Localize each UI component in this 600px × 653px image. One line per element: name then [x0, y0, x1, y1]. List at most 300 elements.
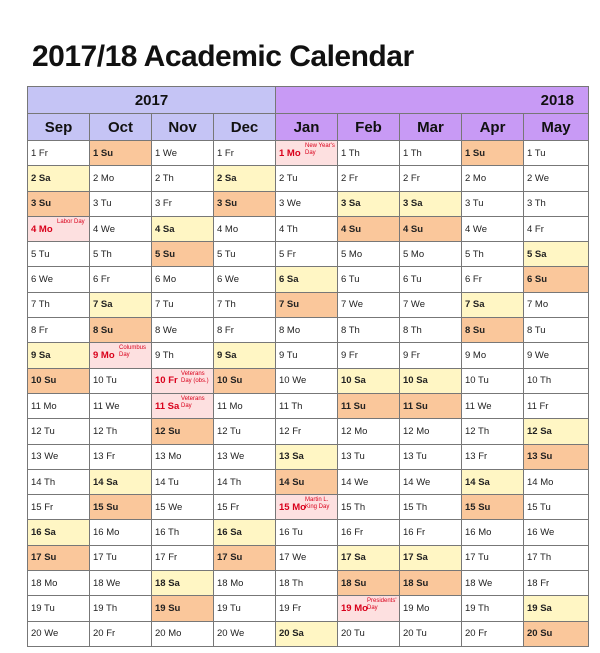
day-label: 3 Fr: [155, 198, 172, 210]
month-header-apr: Apr: [462, 114, 524, 141]
day-cell: [400, 393, 462, 418]
day-cell: [462, 393, 524, 418]
day-cell: [462, 166, 524, 191]
day-cell: [152, 267, 214, 292]
day-label: 13 Tu: [403, 451, 427, 463]
day-label: 14 We: [341, 476, 369, 488]
day-label: 17 Th: [527, 552, 552, 564]
day-cell: [28, 419, 90, 444]
day-cell: [338, 621, 400, 646]
day-label: 17 Fr: [155, 552, 178, 564]
day-cell: [214, 393, 276, 418]
day-cell: [338, 444, 400, 469]
month-header-nov: Nov: [152, 114, 214, 141]
day-cell: [28, 444, 90, 469]
day-label: 8 Su: [93, 324, 114, 336]
day-cell: [400, 267, 462, 292]
day-cell: [462, 545, 524, 570]
day-label: 16 Mo: [465, 527, 492, 539]
day-cell: [338, 166, 400, 191]
day-cell: [462, 141, 524, 166]
day-label: 10 Tu: [93, 375, 117, 387]
day-label: 11 Fr: [527, 400, 549, 412]
day-label: 17 Su: [217, 552, 243, 564]
day-cell: [462, 571, 524, 596]
day-cell: [276, 520, 338, 545]
day-cell: [400, 596, 462, 621]
day-cell: [214, 166, 276, 191]
day-label: 15 Su: [465, 501, 491, 513]
day-cell: [276, 571, 338, 596]
day-cell: [524, 267, 589, 292]
day-cell: [338, 242, 400, 267]
day-cell: [338, 368, 400, 393]
day-cell: [524, 571, 589, 596]
day-cell: [276, 596, 338, 621]
day-cell: [338, 292, 400, 317]
day-cell: [524, 343, 589, 368]
day-cell: [524, 166, 589, 191]
day-label: 17 Sa: [403, 552, 428, 564]
day-label: 1 Su: [93, 147, 114, 159]
day-label: 2 Tu: [279, 172, 298, 184]
day-label: 11 Th: [279, 400, 303, 412]
day-label: 20 We: [217, 628, 245, 640]
day-cell: [90, 495, 152, 520]
day-cell: [462, 242, 524, 267]
day-cell: [152, 621, 214, 646]
day-label: 4 We: [93, 223, 116, 235]
day-row: [28, 166, 589, 191]
year-header-row: [28, 87, 589, 114]
day-row: [28, 267, 589, 292]
day-cell: [276, 242, 338, 267]
day-label: 19 Fr: [279, 602, 302, 614]
day-cell: [28, 166, 90, 191]
day-cell: [276, 444, 338, 469]
day-cell: [90, 545, 152, 570]
day-cell: [400, 216, 462, 241]
day-row: [28, 242, 589, 267]
day-cell: [90, 596, 152, 621]
day-cell: [214, 267, 276, 292]
day-cell: [338, 520, 400, 545]
day-cell: [152, 191, 214, 216]
day-label: 7 We: [341, 299, 364, 311]
day-label: 10 Su: [217, 375, 243, 387]
day-label: 6 Sa: [279, 274, 299, 286]
day-label: 1 Fr: [217, 147, 234, 159]
day-cell: [28, 141, 90, 166]
day-label: 20 Fr: [465, 628, 488, 640]
day-label: 15 Th: [341, 501, 366, 513]
day-label: 6 Tu: [341, 274, 360, 286]
month-header-feb: Feb: [338, 114, 400, 141]
day-cell: [462, 419, 524, 444]
day-label: 7 We: [403, 299, 426, 311]
day-label: 3 Tu: [465, 198, 484, 210]
day-cell: [90, 368, 152, 393]
day-label: 14 Su: [279, 476, 305, 488]
day-cell: [400, 141, 462, 166]
day-label: 18 Mo: [31, 577, 58, 589]
day-cell: [276, 545, 338, 570]
day-cell: [214, 520, 276, 545]
day-cell: [276, 495, 338, 520]
day-label: 16 Tu: [279, 527, 303, 539]
day-label: 4 Mo: [31, 223, 53, 235]
day-label: 3 Tu: [93, 198, 112, 210]
day-cell: [90, 141, 152, 166]
day-label: 7 Sa: [93, 299, 113, 311]
day-cell: [90, 267, 152, 292]
day-label: 20 Sa: [279, 628, 304, 640]
day-label: 9 Mo: [93, 350, 115, 362]
day-label: 13 Tu: [341, 451, 365, 463]
day-cell: [400, 318, 462, 343]
day-label: 18 Fr: [527, 577, 550, 589]
day-cell: [152, 343, 214, 368]
day-cell: [214, 368, 276, 393]
day-label: 12 Th: [465, 425, 490, 437]
day-label: 18 We: [93, 577, 121, 589]
day-cell: [276, 621, 338, 646]
day-label: 15 Su: [93, 501, 119, 513]
day-label: 16 Fr: [341, 527, 364, 539]
day-cell: [152, 166, 214, 191]
day-label: 7 Mo: [527, 299, 549, 311]
day-cell: [400, 469, 462, 494]
day-label: 6 Fr: [465, 274, 482, 286]
day-label: 11 Su: [341, 400, 366, 412]
calendar-body: [28, 141, 589, 647]
day-label: 10 Th: [527, 375, 552, 387]
day-label: 19 Sa: [527, 602, 552, 614]
day-cell: [524, 469, 589, 494]
day-label: 5 Tu: [217, 248, 236, 260]
day-label: 15 Fr: [31, 501, 54, 513]
day-cell: [524, 520, 589, 545]
day-cell: [214, 571, 276, 596]
day-cell: [90, 166, 152, 191]
day-label: 2 We: [527, 172, 550, 184]
month-header-jan: Jan: [276, 114, 338, 141]
day-label: 6 Tu: [403, 274, 422, 286]
day-cell: [276, 368, 338, 393]
day-label: 5 Mo: [403, 248, 425, 260]
day-label: 14 Mo: [527, 476, 554, 488]
day-cell: [276, 318, 338, 343]
day-label: 6 Su: [527, 274, 548, 286]
day-label: 9 Sa: [217, 350, 237, 362]
day-cell: [338, 318, 400, 343]
day-label: 19 Th: [93, 602, 118, 614]
day-label: 14 Th: [31, 476, 56, 488]
holiday-name: New Year's Day: [305, 143, 335, 156]
day-cell: [276, 343, 338, 368]
day-cell: [90, 444, 152, 469]
day-cell: [400, 191, 462, 216]
day-cell: [276, 141, 338, 166]
day-label: 10 Fr: [155, 375, 178, 387]
day-label: 8 Fr: [217, 324, 234, 336]
day-row: [28, 596, 589, 621]
day-cell: [90, 393, 152, 418]
day-label: 11 Su: [403, 400, 428, 412]
day-cell: [90, 419, 152, 444]
day-cell: [214, 621, 276, 646]
day-cell: [276, 419, 338, 444]
page-title: 2017/18 Academic Calendar: [32, 40, 414, 73]
day-cell: [338, 393, 400, 418]
month-header-oct: Oct: [90, 114, 152, 141]
day-label: 4 Th: [279, 223, 298, 235]
day-cell: [214, 191, 276, 216]
day-label: 2 Mo: [93, 172, 115, 184]
day-label: 7 Su: [279, 299, 300, 311]
year-header-2018: 2018: [276, 87, 589, 114]
day-label: 1 Su: [465, 147, 486, 159]
day-label: 12 Mo: [403, 425, 430, 437]
day-label: 9 Fr: [403, 350, 420, 362]
day-label: 5 Th: [465, 248, 484, 260]
day-label: 1 We: [155, 147, 178, 159]
day-label: 5 Mo: [341, 248, 363, 260]
day-label: 10 Sa: [341, 375, 366, 387]
day-cell: [152, 141, 214, 166]
day-cell: [276, 216, 338, 241]
day-cell: [90, 469, 152, 494]
day-cell: [400, 520, 462, 545]
day-row: [28, 571, 589, 596]
day-cell: [214, 141, 276, 166]
day-cell: [28, 545, 90, 570]
day-label: 4 Su: [341, 223, 362, 235]
day-label: 3 Su: [217, 198, 238, 210]
day-label: 1 Mo: [279, 147, 301, 159]
day-label: 18 We: [465, 577, 493, 589]
day-label: 6 Mo: [155, 274, 177, 286]
day-cell: [276, 292, 338, 317]
day-label: 2 Fr: [341, 172, 358, 184]
day-cell: [28, 242, 90, 267]
day-label: 10 Sa: [403, 375, 428, 387]
day-cell: [214, 242, 276, 267]
day-cell: [462, 520, 524, 545]
day-label: 13 Fr: [93, 451, 116, 463]
day-label: 13 Mo: [155, 451, 182, 463]
day-cell: [90, 216, 152, 241]
day-label: 14 Sa: [93, 476, 118, 488]
day-label: 12 Th: [93, 425, 118, 437]
day-label: 20 Su: [527, 628, 553, 640]
day-cell: [90, 621, 152, 646]
day-cell: [524, 191, 589, 216]
calendar-table: [27, 86, 589, 647]
day-cell: [152, 571, 214, 596]
day-cell: [214, 495, 276, 520]
day-label: 17 Tu: [465, 552, 489, 564]
day-label: 4 Sa: [155, 223, 175, 235]
day-label: 12 Su: [155, 425, 181, 437]
day-label: 12 Fr: [279, 425, 302, 437]
day-cell: [28, 292, 90, 317]
day-label: 16 Fr: [403, 527, 426, 539]
day-label: 9 Th: [155, 350, 174, 362]
day-label: 10 Tu: [465, 375, 489, 387]
day-cell: [276, 267, 338, 292]
day-label: 11 Mo: [217, 400, 243, 412]
day-cell: [338, 596, 400, 621]
day-label: 7 Sa: [465, 299, 485, 311]
day-row: [28, 318, 589, 343]
day-label: 8 Th: [341, 324, 360, 336]
day-cell: [400, 495, 462, 520]
day-cell: [28, 621, 90, 646]
day-row: [28, 419, 589, 444]
day-label: 9 Fr: [341, 350, 358, 362]
day-row: [28, 545, 589, 570]
day-cell: [524, 216, 589, 241]
day-cell: [214, 419, 276, 444]
day-cell: [462, 495, 524, 520]
day-label: 2 Sa: [217, 172, 237, 184]
day-label: 12 Tu: [31, 425, 55, 437]
day-label: 15 We: [155, 501, 183, 513]
day-row: [28, 621, 589, 646]
day-cell: [28, 191, 90, 216]
day-cell: [28, 520, 90, 545]
day-cell: [152, 292, 214, 317]
day-label: 8 Th: [403, 324, 422, 336]
day-label: 7 Th: [217, 299, 236, 311]
day-label: 9 Sa: [31, 350, 51, 362]
month-header-row: [28, 114, 589, 141]
day-label: 19 Tu: [217, 602, 241, 614]
day-label: 3 Su: [31, 198, 52, 210]
day-cell: [524, 596, 589, 621]
day-cell: [276, 393, 338, 418]
day-label: 13 Fr: [465, 451, 488, 463]
day-cell: [214, 292, 276, 317]
day-label: 7 Tu: [155, 299, 174, 311]
day-label: 8 Su: [465, 324, 486, 336]
day-label: 15 Th: [403, 501, 428, 513]
day-label: 8 We: [155, 324, 178, 336]
day-cell: [524, 495, 589, 520]
day-cell: [28, 368, 90, 393]
day-cell: [90, 292, 152, 317]
day-cell: [400, 545, 462, 570]
day-label: 4 Mo: [217, 223, 239, 235]
day-cell: [524, 545, 589, 570]
day-cell: [152, 242, 214, 267]
day-label: 5 Fr: [279, 248, 296, 260]
day-label: 19 Th: [465, 602, 490, 614]
day-cell: [90, 318, 152, 343]
day-cell: [462, 469, 524, 494]
day-cell: [338, 571, 400, 596]
day-cell: [338, 141, 400, 166]
day-label: 15 Mo: [279, 501, 306, 513]
day-cell: [338, 216, 400, 241]
day-label: 8 Fr: [31, 324, 48, 336]
day-cell: [28, 596, 90, 621]
day-cell: [400, 621, 462, 646]
day-cell: [28, 495, 90, 520]
day-label: 8 Mo: [279, 324, 301, 336]
day-cell: [214, 216, 276, 241]
day-cell: [90, 242, 152, 267]
day-label: 6 Fr: [93, 274, 110, 286]
day-label: 20 We: [31, 628, 59, 640]
day-row: [28, 495, 589, 520]
day-label: 14 Tu: [155, 476, 179, 488]
day-cell: [90, 520, 152, 545]
day-cell: [338, 469, 400, 494]
day-cell: [28, 571, 90, 596]
day-label: 12 Mo: [341, 425, 368, 437]
day-label: 17 We: [279, 552, 307, 564]
day-label: 1 Th: [403, 147, 422, 159]
day-cell: [338, 495, 400, 520]
day-cell: [90, 343, 152, 368]
day-label: 6 We: [31, 274, 54, 286]
day-cell: [214, 444, 276, 469]
day-row: [28, 393, 589, 418]
day-cell: [462, 318, 524, 343]
day-label: 17 Sa: [341, 552, 366, 564]
day-cell: [28, 393, 90, 418]
month-header-mar: Mar: [400, 114, 462, 141]
day-cell: [152, 419, 214, 444]
day-row: [28, 520, 589, 545]
day-label: 17 Su: [31, 552, 57, 564]
day-label: 17 Tu: [93, 552, 117, 564]
day-label: 19 Mo: [403, 602, 430, 614]
day-label: 19 Mo: [341, 602, 368, 614]
day-cell: [400, 292, 462, 317]
holiday-name: Columbus Day: [119, 345, 147, 359]
day-cell: [152, 545, 214, 570]
day-cell: [214, 545, 276, 570]
day-cell: [214, 318, 276, 343]
day-label: 1 Fr: [31, 147, 48, 159]
day-cell: [462, 596, 524, 621]
day-label: 18 Th: [279, 577, 304, 589]
day-cell: [400, 343, 462, 368]
day-cell: [462, 191, 524, 216]
day-cell: [462, 444, 524, 469]
day-cell: [152, 393, 214, 418]
day-row: [28, 191, 589, 216]
day-label: 20 Fr: [93, 628, 116, 640]
day-cell: [214, 469, 276, 494]
day-label: 3 Sa: [341, 198, 361, 210]
day-cell: [152, 495, 214, 520]
year-header-2017: 2017: [28, 87, 276, 114]
day-label: 12 Sa: [527, 425, 552, 437]
day-label: 15 Fr: [217, 501, 240, 513]
day-cell: [524, 318, 589, 343]
day-cell: [400, 166, 462, 191]
day-row: [28, 216, 589, 241]
day-label: 13 We: [217, 451, 245, 463]
day-label: 13 Su: [527, 451, 553, 463]
day-row: [28, 141, 589, 166]
day-label: 16 We: [527, 527, 555, 539]
day-cell: [400, 419, 462, 444]
